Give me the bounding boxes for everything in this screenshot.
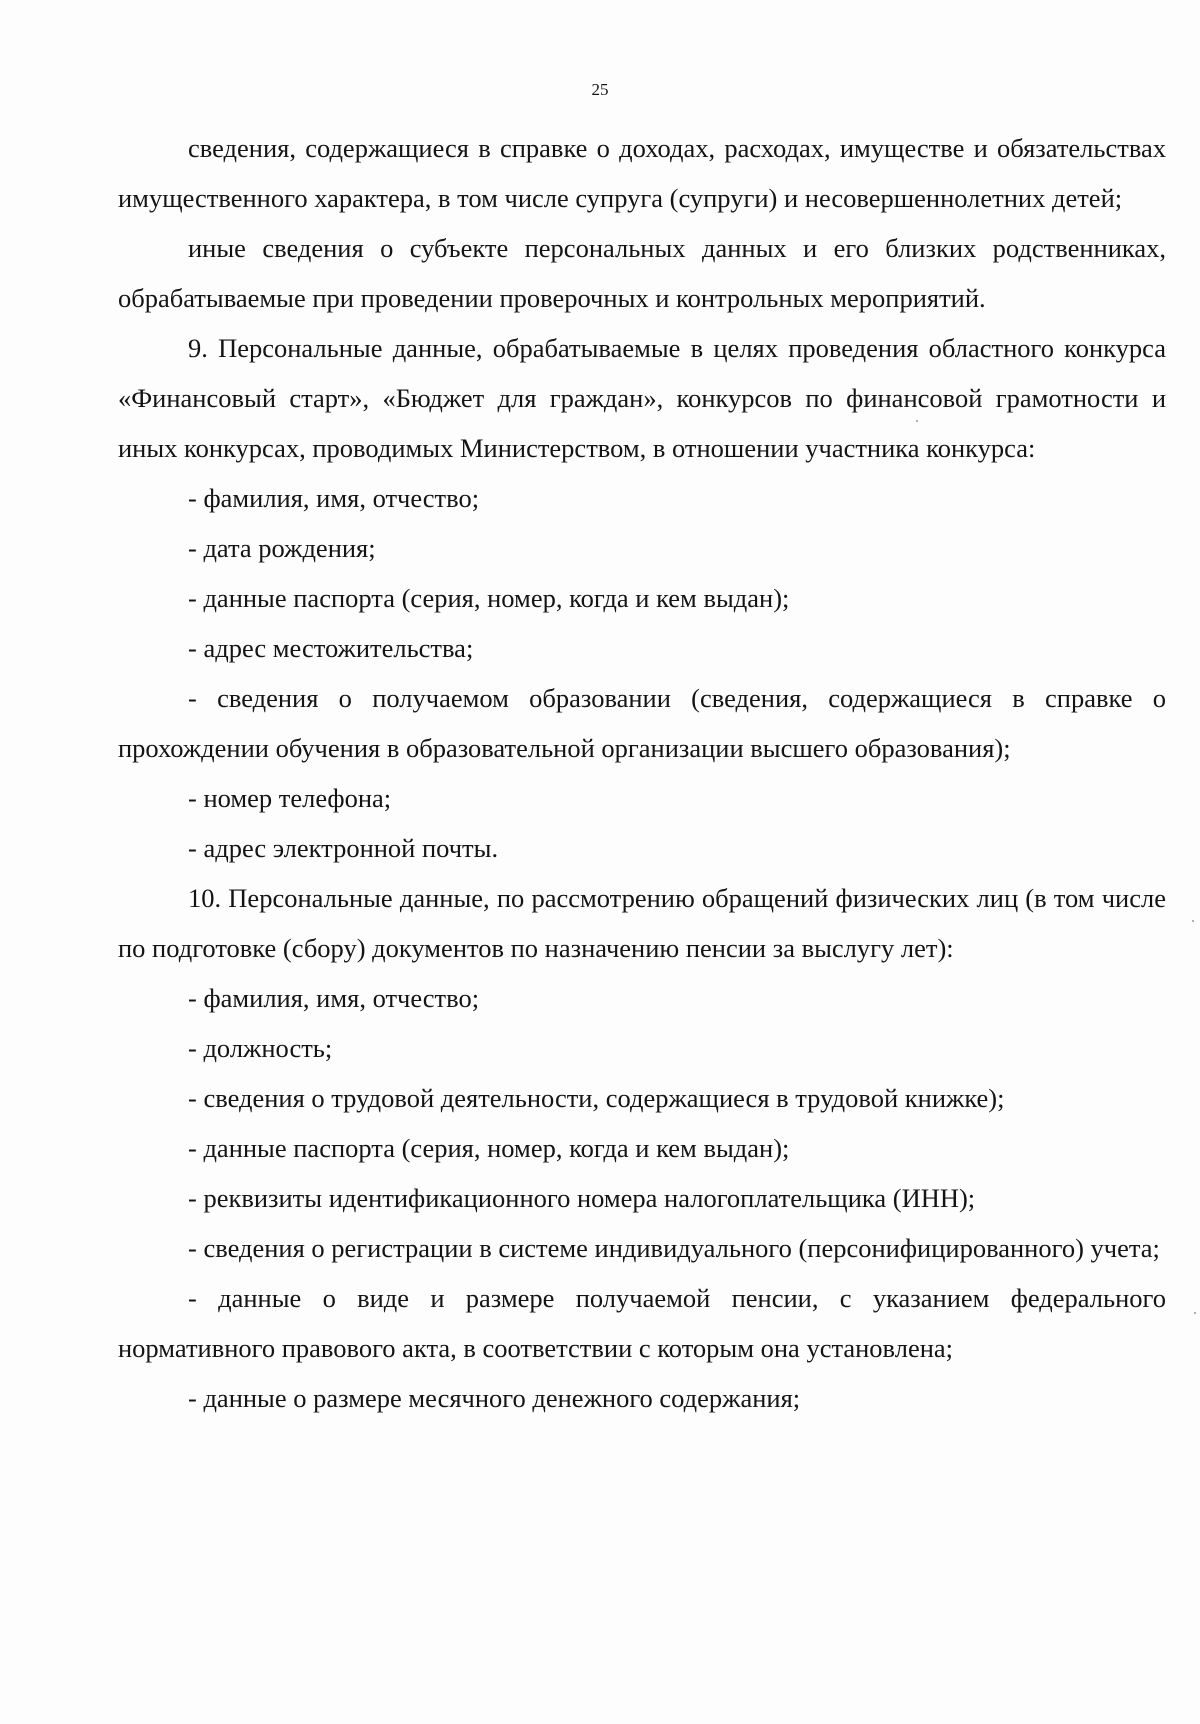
scan-speck [916, 420, 918, 422]
scan-speck [1194, 1312, 1196, 1314]
list-item: - адрес электронной почты. [188, 833, 499, 863]
list-item: - данные паспорта (серия, номер, когда и кем выдан); [188, 583, 790, 613]
list-item: - данные паспорта (серия, номер, когда и кем выдан); [188, 1133, 790, 1163]
list-item: - фамилия, имя, отчество; [188, 483, 480, 513]
list-item: - данные о виде и размере получаемой пенсии, с указанием федерального нормативного правового акта, в соответствии с которым она установлена; [118, 1283, 1166, 1363]
document-body [118, 123, 1166, 1423]
list-item: - должность; [188, 1033, 333, 1063]
list-item: - адрес местожительства; [188, 633, 474, 663]
paragraph: сведения, содержащиеся в справке о доходах, расходах, имуществе и обязательствах имущественного характера, в том числе супруга (супруги) и несовершеннолетних детей; [118, 133, 1166, 213]
paragraph-item-10: 10. Персональные данные, по рассмотрению обращений физических лиц (в том числе по подготовке (сбору) документов по назначению пенсии за выслугу лет): [118, 883, 1166, 963]
list-item: - дата рождения; [188, 533, 376, 563]
paragraph-item-9: 9. Персональные данные, обрабатываемые в целях проведения областного конкурса «Финансовый старт», «Бюджет для граждан», конкурсов по финансовой грамотности и иных конкурсах, проводимых Министерством, в отношении участника конкурса: [118, 333, 1166, 463]
list-item: - реквизиты идентификационного номера налогоплательщика (ИНН); [188, 1183, 976, 1213]
page-number: 25 [591, 80, 609, 99]
list-item: - сведения о трудовой деятельности, содержащиеся в трудовой книжке); [188, 1083, 1005, 1113]
list-item: - данные о размере месячного денежного содержания; [188, 1383, 801, 1413]
list-item: - сведения о получаемом образовании (сведения, содержащиеся в справке о прохождении обучения в образовательной организации высшего образования); [118, 683, 1166, 763]
scan-speck [1192, 920, 1194, 922]
list-item: - фамилия, имя, отчество; [188, 983, 480, 1013]
list-item: - номер телефона; [188, 783, 392, 813]
list-item: - сведения о регистрации в системе индивидуального (персонифицированного) учета; [188, 1233, 1160, 1263]
paragraph: иные сведения о субъекте персональных данных и его близких родственниках, обрабатываемые при проведении проверочных и контрольных мероприятий. [118, 233, 1166, 313]
